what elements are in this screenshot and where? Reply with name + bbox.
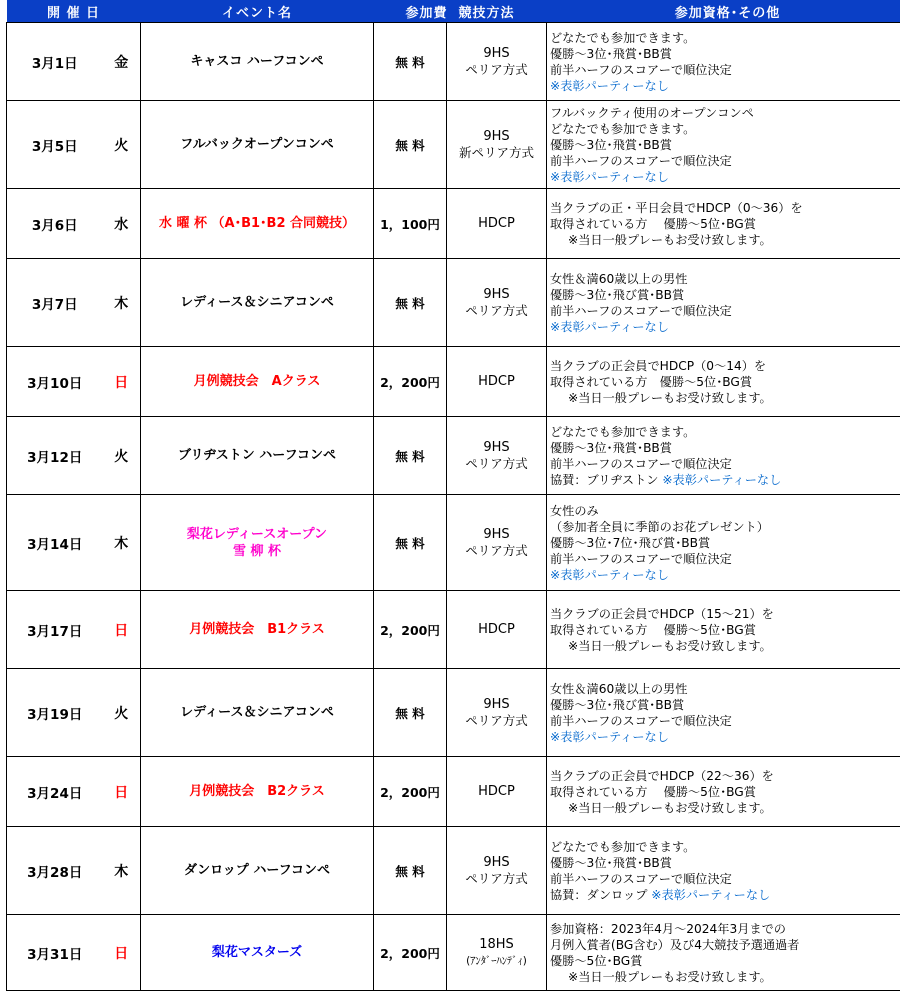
info-line (550, 271, 900, 287)
event-fee: 無 料 (374, 259, 447, 347)
method-line: 9HS (483, 854, 510, 870)
info-line (550, 871, 900, 887)
event-name-line: キャスコ ハーフコンペ (190, 54, 324, 69)
info-text: 前半ハーフのスコアーで順位決定 (550, 62, 732, 77)
info-line (550, 921, 900, 937)
info-text: フルバックティ使用のオープンコンペ (550, 105, 754, 120)
no-party-note: ※表彰パーティーなし (651, 887, 771, 902)
table-row (7, 417, 900, 495)
eligibility-info (547, 347, 900, 417)
method-line: HDCP (478, 215, 515, 231)
info-line (550, 390, 900, 406)
no-party-note: ※表彰パーティーなし (550, 78, 669, 93)
info-line (550, 606, 900, 622)
info-text: 当クラブの正・平日会員でHDCP（0～36）を (550, 200, 803, 215)
event-name-line: 月例競技会 B1クラス (189, 622, 325, 637)
event-date: 3月12日 (7, 417, 103, 495)
competition-method (447, 417, 547, 495)
method-line: 9HS (483, 45, 510, 61)
event-name-line: 雪 柳 杯 (232, 543, 282, 559)
info-text: 協賛：ブリヂストン (550, 472, 663, 487)
info-text: 月例入賞者(BG含む）及び4大競技予選通過者 (550, 937, 800, 952)
info-text: 取得されている方 優勝～5位･BG賞 (550, 216, 756, 231)
header-fee: 参加費 (405, 5, 448, 21)
header-method: 競技方法 (458, 5, 515, 21)
eligibility-info (547, 827, 900, 915)
info-line (550, 887, 900, 903)
info-line (550, 424, 900, 440)
info-line (550, 303, 900, 319)
no-party-note: ※表彰パーティーなし (550, 169, 669, 184)
competition-method (447, 23, 547, 101)
event-name-line: 梨花レディースオープン (186, 526, 328, 542)
info-line (550, 216, 900, 232)
eligibility-info (547, 23, 900, 101)
info-line (550, 535, 900, 551)
info-line (550, 953, 900, 969)
event-name-cell (141, 495, 374, 591)
info-line (550, 713, 900, 729)
table-row (7, 347, 900, 417)
event-weekday: 日 (103, 915, 141, 991)
method-line: 9HS (483, 128, 510, 144)
info-text: 優勝～3位･飛び賞･BB賞 (550, 287, 685, 302)
event-name-line: 梨花マスターズ (211, 945, 303, 960)
info-text: 女性＆満60歳以上の男性 (550, 271, 688, 286)
eligibility-info (547, 669, 900, 757)
event-name-cell (141, 827, 374, 915)
table-row (7, 259, 900, 347)
info-text: どなたでも参加できます。 (550, 121, 696, 136)
method-line: ペリア方式 (465, 870, 528, 886)
info-line (550, 969, 900, 985)
event-weekday: 水 (103, 189, 141, 259)
info-text: 協賛：ダンロップ (550, 887, 652, 902)
info-text: ※当日一般プレーもお受け致します。 (568, 638, 772, 653)
event-name-line: レディース＆シニアコンペ (180, 295, 334, 310)
info-line (550, 200, 900, 216)
event-date: 3月28日 (7, 827, 103, 915)
info-line (550, 519, 900, 535)
info-text: 当クラブの正会員でHDCP（0～14）を (550, 358, 767, 373)
table-row (7, 827, 900, 915)
info-line (550, 472, 900, 488)
info-line (550, 638, 900, 654)
event-date: 3月7日 (7, 259, 103, 347)
eligibility-info (547, 757, 900, 827)
event-name-line: 月例競技会 Aクラス (193, 374, 321, 389)
header-fee-method (374, 0, 547, 23)
eligibility-info (547, 101, 900, 189)
no-party-note: ※表彰パーティーなし (550, 319, 669, 334)
event-weekday: 木 (103, 827, 141, 915)
competition-method (447, 669, 547, 757)
method-line: ペリア方式 (465, 61, 528, 77)
event-weekday: 火 (103, 417, 141, 495)
event-name-cell (141, 669, 374, 757)
info-line (550, 153, 900, 169)
info-text: ※当日一般プレーもお受け致します。 (568, 969, 772, 984)
event-weekday: 木 (103, 495, 141, 591)
event-weekday: 日 (103, 347, 141, 417)
event-name-line: ブリヂストン ハーフコンペ (178, 448, 336, 463)
info-line (550, 169, 900, 185)
info-text: 女性のみ (550, 503, 599, 518)
table-row (7, 23, 900, 101)
method-line: 9HS (483, 696, 510, 712)
eligibility-info (547, 915, 900, 991)
competition-method (447, 915, 547, 991)
table-row (7, 495, 900, 591)
info-line (550, 137, 900, 153)
event-name-line: ダンロップ ハーフコンペ (183, 863, 331, 878)
method-line: 新ペリア方式 (458, 144, 534, 160)
event-fee: 無 料 (374, 417, 447, 495)
info-text: 取得されている方 優勝～5位･BG賞 (550, 374, 753, 389)
info-text: 前半ハーフのスコアーで順位決定 (550, 456, 732, 471)
event-name-cell (141, 259, 374, 347)
info-line (550, 374, 900, 390)
method-line: 9HS (483, 526, 510, 542)
eligibility-info (547, 259, 900, 347)
info-text: ※当日一般プレーもお受け致します。 (568, 800, 772, 815)
event-date: 3月10日 (7, 347, 103, 417)
info-line (550, 46, 900, 62)
info-line (550, 800, 900, 816)
info-text: 前半ハーフのスコアーで順位決定 (550, 871, 732, 886)
event-fee: 2，200円 (374, 757, 447, 827)
event-fee: 1，100円 (374, 189, 447, 259)
info-text: 当クラブの正会員でHDCP（22～36）を (550, 768, 774, 783)
info-text: 前半ハーフのスコアーで順位決定 (550, 551, 732, 566)
info-line (550, 729, 900, 745)
event-weekday: 火 (103, 669, 141, 757)
event-fee: 無 料 (374, 101, 447, 189)
method-line: ペリア方式 (465, 302, 528, 318)
info-line (550, 121, 900, 137)
method-line: 9HS (483, 286, 510, 302)
event-weekday: 日 (103, 757, 141, 827)
info-line (550, 456, 900, 472)
competition-method (447, 259, 547, 347)
event-name-cell (141, 347, 374, 417)
info-line (550, 78, 900, 94)
event-weekday: 日 (103, 591, 141, 669)
event-weekday: 木 (103, 259, 141, 347)
event-name-cell (141, 591, 374, 669)
info-text: 優勝～3位･飛び賞･BB賞 (550, 697, 685, 712)
info-line (550, 105, 900, 121)
method-line: (ｱﾝﾀﾞｰﾊﾝﾃﾞｨ) (466, 954, 527, 967)
competition-method (447, 189, 547, 259)
info-text: 前半ハーフのスコアーで順位決定 (550, 303, 732, 318)
event-fee: 無 料 (374, 23, 447, 101)
no-party-note: ※表彰パーティーなし (550, 729, 669, 744)
event-name-line: 月例競技会 B2クラス (189, 784, 325, 799)
event-date: 3月24日 (7, 757, 103, 827)
info-text: どなたでも参加できます。 (550, 30, 696, 45)
method-line: 9HS (483, 439, 510, 455)
header-info: 参加資格･その他 (547, 0, 900, 23)
event-name-cell (141, 101, 374, 189)
eligibility-info (547, 417, 900, 495)
info-text: 取得されている方 優勝～5位･BG賞 (550, 622, 756, 637)
event-name-line: フルバックオープンコンペ (180, 137, 334, 152)
info-text: どなたでも参加できます。 (550, 424, 696, 439)
method-line: HDCP (478, 621, 515, 637)
table-header (7, 0, 900, 23)
event-fee: 無 料 (374, 827, 447, 915)
info-line (550, 358, 900, 374)
info-line (550, 440, 900, 456)
competition-method (447, 347, 547, 417)
info-text: （参加者全員に季節のお花プレゼント） (550, 519, 769, 534)
event-fee: 2，200円 (374, 347, 447, 417)
info-text: ※当日一般プレーもお受け致します。 (568, 390, 772, 405)
event-fee: 無 料 (374, 669, 447, 757)
info-text: 優勝～3位･飛賞･BB賞 (550, 137, 672, 152)
table-row (7, 757, 900, 827)
competition-method (447, 827, 547, 915)
info-line (550, 319, 900, 335)
event-date: 3月5日 (7, 101, 103, 189)
info-text: 優勝～3位･飛賞･BB賞 (550, 855, 672, 870)
no-party-note: ※表彰パーティーなし (550, 567, 669, 582)
info-text: どなたでも参加できます。 (550, 839, 696, 854)
info-line (550, 232, 900, 248)
method-line: HDCP (478, 373, 515, 389)
event-name-cell (141, 757, 374, 827)
info-text: 前半ハーフのスコアーで順位決定 (550, 713, 732, 728)
event-date: 3月6日 (7, 189, 103, 259)
info-text: 前半ハーフのスコアーで順位決定 (550, 153, 732, 168)
event-name-cell (141, 189, 374, 259)
event-date: 3月31日 (7, 915, 103, 991)
event-weekday: 金 (103, 23, 141, 101)
info-text: ※当日一般プレーもお受け致します。 (568, 232, 772, 247)
event-fee: 無 料 (374, 495, 447, 591)
info-line (550, 62, 900, 78)
eligibility-info (547, 189, 900, 259)
info-line (550, 551, 900, 567)
method-line: HDCP (478, 783, 515, 799)
info-text: 優勝～3位･7位･飛び賞･BB賞 (550, 535, 711, 550)
info-line (550, 784, 900, 800)
event-name-line: 水 曜 杯 （A･B1･B2 合同競技） (158, 216, 356, 231)
info-line (550, 839, 900, 855)
info-text: 参加資格：2023年4月～2024年3月までの (550, 921, 786, 936)
event-weekday: 火 (103, 101, 141, 189)
table-row (7, 669, 900, 757)
event-date: 3月1日 (7, 23, 103, 101)
event-name-line: レディース＆シニアコンペ (180, 705, 334, 720)
info-text: 優勝～3位･飛賞･BB賞 (550, 440, 672, 455)
table-row (7, 591, 900, 669)
eligibility-info (547, 495, 900, 591)
competition-method (447, 495, 547, 591)
header-date: 開 催 日 (7, 0, 141, 23)
info-line (550, 768, 900, 784)
table-body (7, 23, 900, 991)
competition-method (447, 591, 547, 669)
method-line: ペリア方式 (465, 712, 528, 728)
no-party-note: ※表彰パーティーなし (662, 472, 782, 487)
info-line (550, 622, 900, 638)
info-text: 女性＆満60歳以上の男性 (550, 681, 688, 696)
info-line (550, 697, 900, 713)
method-line: ペリア方式 (465, 542, 528, 558)
info-line (550, 855, 900, 871)
competition-method (447, 101, 547, 189)
eligibility-info (547, 591, 900, 669)
info-line (550, 30, 900, 46)
table-row (7, 189, 900, 259)
event-name-cell (141, 417, 374, 495)
info-line (550, 937, 900, 953)
info-text: 取得されている方 優勝～5位･BG賞 (550, 784, 756, 799)
event-fee: 2，200円 (374, 915, 447, 991)
event-name-cell (141, 23, 374, 101)
competition-method (447, 757, 547, 827)
info-line (550, 503, 900, 519)
info-line (550, 567, 900, 583)
info-text: 当クラブの正会員でHDCP（15～21）を (550, 606, 774, 621)
table-row (7, 101, 900, 189)
event-name-cell (141, 915, 374, 991)
event-date: 3月14日 (7, 495, 103, 591)
event-schedule-table (6, 0, 900, 991)
event-date: 3月17日 (7, 591, 103, 669)
event-fee: 2，200円 (374, 591, 447, 669)
header-event: イベント名 (141, 0, 374, 23)
info-line (550, 287, 900, 303)
method-line: 18HS (479, 936, 514, 952)
event-date: 3月19日 (7, 669, 103, 757)
method-line: ペリア方式 (465, 455, 528, 471)
info-line (550, 681, 900, 697)
info-text: 優勝～5位･BG賞 (550, 953, 643, 968)
info-text: 優勝～3位･飛賞･BB賞 (550, 46, 672, 61)
table-row (7, 915, 900, 991)
